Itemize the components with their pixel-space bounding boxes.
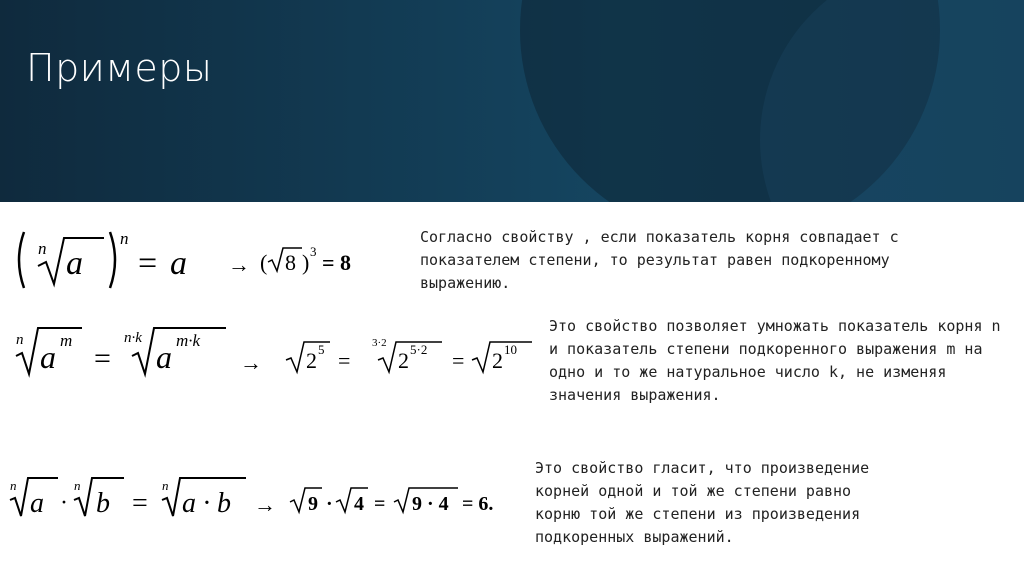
formula-example-2 <box>282 334 542 378</box>
svg-text:·: · <box>326 493 333 515</box>
svg-text:9: 9 <box>308 493 318 515</box>
svg-text:=: = <box>338 348 351 373</box>
formula-example-1 <box>258 240 378 280</box>
arrow-3: → <box>254 492 276 517</box>
svg-text:=: = <box>94 342 111 375</box>
svg-text:2: 2 <box>306 348 317 373</box>
svg-text:m: m <box>60 331 73 350</box>
slide-header <box>0 0 1024 202</box>
svg-text:4: 4 <box>354 493 364 515</box>
svg-text:n: n <box>10 478 17 493</box>
svg-text:): ) <box>302 250 310 275</box>
svg-text:n: n <box>120 229 129 248</box>
description-1: Согласно свойству , если показатель корня совпадает с показателем степени, то результат равен подкоренному выражению. <box>420 228 899 292</box>
svg-text:=: = <box>138 245 158 282</box>
svg-text:n: n <box>74 478 81 493</box>
svg-text:b: b <box>96 488 110 519</box>
svg-text:= 6.: = 6. <box>462 493 494 515</box>
svg-text:a · b: a · b <box>182 488 231 519</box>
svg-text:a: a <box>30 488 44 519</box>
svg-text:n: n <box>16 332 24 348</box>
description-3: Это свойство гласит, что произведение корней одной и той же степени равно корню той же степени из произведения подкоренных выражений. <box>535 459 870 546</box>
description-2: Это свойство позволяет умножать показатель корня n и показатель степени подкоренного выражения m на одно и то же натуральное число k, не изменяя значения выражения. <box>549 317 1001 404</box>
svg-text:3·2: 3·2 <box>372 337 387 349</box>
svg-text:a: a <box>40 339 56 375</box>
svg-text:=: = <box>132 488 148 519</box>
formula-example-3 <box>288 482 508 518</box>
slide-title: Примеры <box>26 46 213 90</box>
formula-general-1 <box>12 222 212 298</box>
svg-text:8: 8 <box>285 250 296 275</box>
svg-text:·: · <box>60 490 68 516</box>
svg-text:n·k: n·k <box>124 330 142 346</box>
svg-text:5·2: 5·2 <box>410 342 428 357</box>
svg-text:9 · 4: 9 · 4 <box>412 493 449 515</box>
svg-text:3: 3 <box>310 244 317 259</box>
svg-text:=: = <box>374 493 386 515</box>
svg-text:a: a <box>170 245 187 282</box>
svg-text:a: a <box>156 339 172 375</box>
svg-text:a: a <box>66 245 83 282</box>
svg-text:5: 5 <box>318 342 325 357</box>
svg-text:2: 2 <box>492 348 503 373</box>
arrow-1: → <box>228 252 250 277</box>
svg-text:n: n <box>162 478 169 493</box>
svg-text:10: 10 <box>504 342 517 357</box>
svg-text:m·k: m·k <box>176 331 201 350</box>
arrow-2: → <box>240 350 262 375</box>
formula-general-3 <box>8 472 248 522</box>
svg-text:2: 2 <box>398 348 409 373</box>
formula-general-2 <box>12 318 232 382</box>
svg-text:= 8: = 8 <box>322 250 352 275</box>
svg-text:n: n <box>38 239 47 258</box>
svg-text:(: ( <box>260 250 268 275</box>
svg-text:=: = <box>452 348 465 373</box>
decorative-circle <box>760 0 1024 202</box>
